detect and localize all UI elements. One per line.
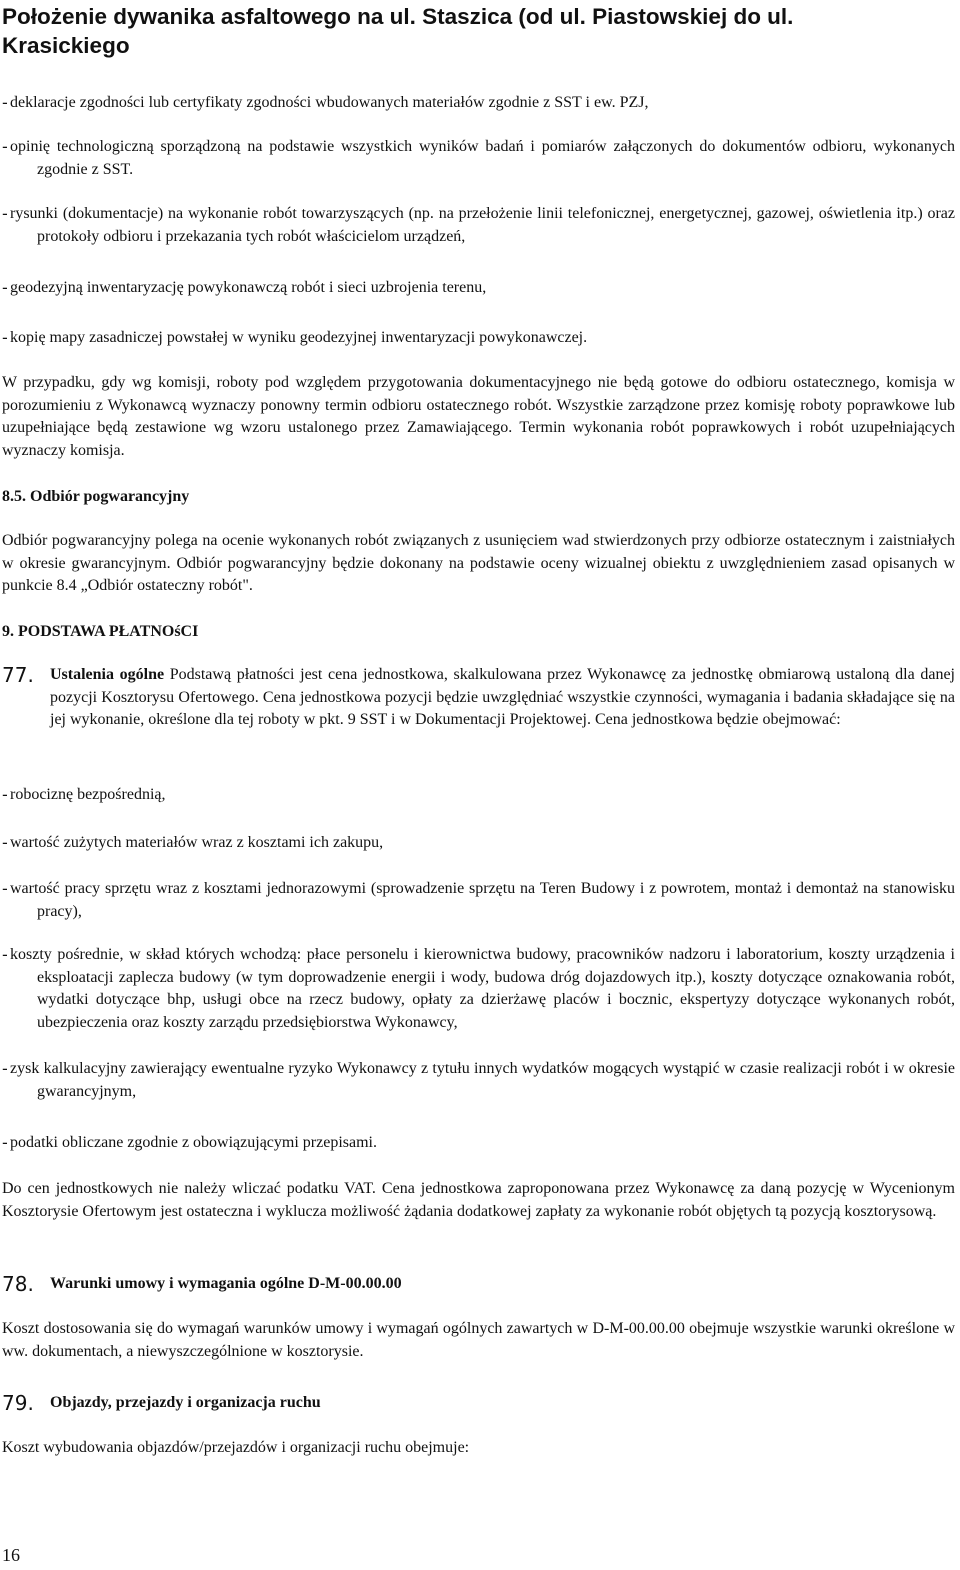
list-item-text: robociznę bezpośrednią, xyxy=(10,786,166,803)
item-heading: Warunki umowy i wymagania ogólne D-M-00.00.00 xyxy=(50,1275,402,1292)
bullet-dash: - xyxy=(2,879,8,898)
list-item xyxy=(2,944,955,1034)
bullet-dash: - xyxy=(2,328,8,347)
list-item-text: deklaracje zgodności lub certyfikaty zgodności wbudowanych materiałów zgodnie z SST i ew. PZJ, xyxy=(10,94,649,111)
list-item xyxy=(2,92,955,115)
bullet-dash: - xyxy=(2,278,8,297)
paragraph-vat: Do cen jednostkowych nie należy wliczać podatku VAT. Cena jednostkowa zaproponowana przez Wykonawcę za daną pozycję w Wycenionym Kosztorysie Ofertowym jest ostateczna i wyklucza możliwość żądania dodatkowej zapłaty za wykonanie robót objętych tą pozycją kosztorysową. xyxy=(2,1180,955,1220)
list-item-text: geodezyjną inwentaryzację powykonawczą robót i sieci uzbrojenia terenu, xyxy=(10,279,487,296)
bullet-dash: - xyxy=(2,93,8,112)
list-item-text: kopię mapy zasadniczej powstałej w wyniku geodezyjnej inwentaryzacji powykonawczej. xyxy=(10,329,588,346)
bullet-dash: - xyxy=(2,137,8,156)
list-item xyxy=(2,784,955,807)
list-item-text: koszty pośrednie, w skład których wchodzą: płace personelu i kierownictwa budowy, pracowników nadzoru i laboratorium, koszty urządzenia i eksploatacji zaplecza budowy (w tym doprowadzenie energii i wody, budowa dróg dojazdowych itp.), koszty dotyczące oznakowania robót, wydatki dotyczące bhp, usługi obce na rzecz budowy, opłaty za dzierżawę placów i bocznic, ekspertyzy dotyczące wykonanych robót, ubezpieczenia oraz koszty zarządu przedsiębiorstwa Wykonawcy, xyxy=(10,946,955,1031)
numbered-item-78 xyxy=(2,1273,955,1296)
paragraph-commission: W przypadku, gdy wg komisji, roboty pod względem przygotowania dokumentacyjnego nie będą gotowe do odbioru ostatecznego, komisja w porozumieniu z Wykonawcą wyznaczy ponowny termin odbioru ostatecznego robót. Wszystkie zarządzone przez komisję roboty poprawkowe lub uzupełniające będą zestawione wg wzoru ustalonego przez Zamawiającego. Termin wykonania robót poprawkowych i robót uzupełniających wyznaczy komisja. xyxy=(2,374,955,459)
bullet-dash: - xyxy=(2,1133,8,1152)
list-item xyxy=(2,136,955,181)
list-item-text: podatki obliczane zgodnie z obowiązującymi przepisami. xyxy=(10,1134,377,1151)
item-number: 79. xyxy=(2,1391,34,1415)
section-heading-8-5: 8.5. Odbiór pogwarancyjny xyxy=(2,488,190,505)
item-heading: Objazdy, przejazdy i organizacja ruchu xyxy=(50,1394,321,1411)
list-item xyxy=(2,832,955,855)
list-item xyxy=(2,1058,955,1103)
item-body xyxy=(2,664,955,732)
numbered-item-79 xyxy=(2,1392,955,1415)
list-item-text: wartość zużytych materiałów wraz z kosztami ich zakupu, xyxy=(10,834,384,851)
item-text: Podstawą płatności jest cena jednostkowa, skalkulowana przez Wykonawcę za jednostkę obmiarową ustaloną dla danej pozycji Kosztorysu Ofertowego. Cena jednostkowa pozycji będzie uwzględniać wszystkie czynności, wymagania i badania składające się na jej wykonanie, określone dla tej roboty w pkt. 9 SST i w Dokumentacji Projektowej. Cena jednostkowa będzie obejmować: xyxy=(50,666,955,728)
list-item xyxy=(2,1132,955,1155)
bullet-dash: - xyxy=(2,833,8,852)
item-number: 77. xyxy=(2,663,34,687)
list-item xyxy=(2,277,955,300)
list-item-text: opinię technologiczną sporządzoną na podstawie wszystkich wyników badań i pomiarów załączonych do dokumentów odbioru, wykonanych zgodnie z SST. xyxy=(10,138,955,178)
bullet-dash: - xyxy=(2,204,8,223)
page-number: 16 xyxy=(2,1545,20,1565)
document-title: Położenie dywanika asfaltowego na ul. Staszica (od ul. Piastowskiej do ul. Krasickiego xyxy=(2,4,794,58)
list-item xyxy=(2,878,955,923)
bullet-dash: - xyxy=(2,1059,8,1078)
list-item xyxy=(2,203,955,248)
paragraph-contract-terms: Koszt dostosowania się do wymagań warunków umowy i wymagań ogólnych zawartych w D-M-00.00.00 obejmuje wszystkie warunki określone w ww. dokumentach, a niewyszczególnione w kosztorysie. xyxy=(2,1320,955,1360)
bullet-dash: - xyxy=(2,945,8,964)
paragraph-detours: Koszt wybudowania objazdów/przejazdów i organizacji ruchu obejmuje: xyxy=(2,1439,470,1456)
section-heading-9: 9. PODSTAWA PŁATNOśCI xyxy=(2,623,199,640)
list-item-text: zysk kalkulacyjny zawierający ewentualne ryzyko Wykonawcy z tytułu innych wydatków mogących wystąpić w czasie realizacji robót i w okresie gwarancyjnym, xyxy=(10,1060,955,1100)
paragraph-post-warranty: Odbiór pogwarancyjny polega na ocenie wykonanych robót związanych z usunięciem wad stwierdzonych przy odbiorze ostatecznym i zaistniałych w okresie gwarancyjnym. Odbiór pogwarancyjny będzie dokonany na podstawie oceny wizualnej obiektu z uwzględnieniem zasad opisanych w punkcie 8.4 „Odbiór ostateczny robót". xyxy=(2,532,955,594)
numbered-item-77 xyxy=(2,664,955,732)
item-heading: Ustalenia ogólne xyxy=(50,666,165,683)
bullet-dash: - xyxy=(2,785,8,804)
list-item-text: rysunki (dokumentacje) na wykonanie robót towarzyszących (np. na przełożenie linii telefonicznej, energetycznej, gazowej, oświetlenia itp.) oraz protokoły odbioru i przekazania tych robót właścicielom urządzeń, xyxy=(10,205,955,245)
list-item xyxy=(2,327,955,350)
list-item-text: wartość pracy sprzętu wraz z kosztami jednorazowymi (sprowadzenie sprzętu na Teren Budowy i z powrotem, montaż i demontaż na stanowisku pracy), xyxy=(10,880,955,920)
item-number: 78. xyxy=(2,1272,34,1296)
